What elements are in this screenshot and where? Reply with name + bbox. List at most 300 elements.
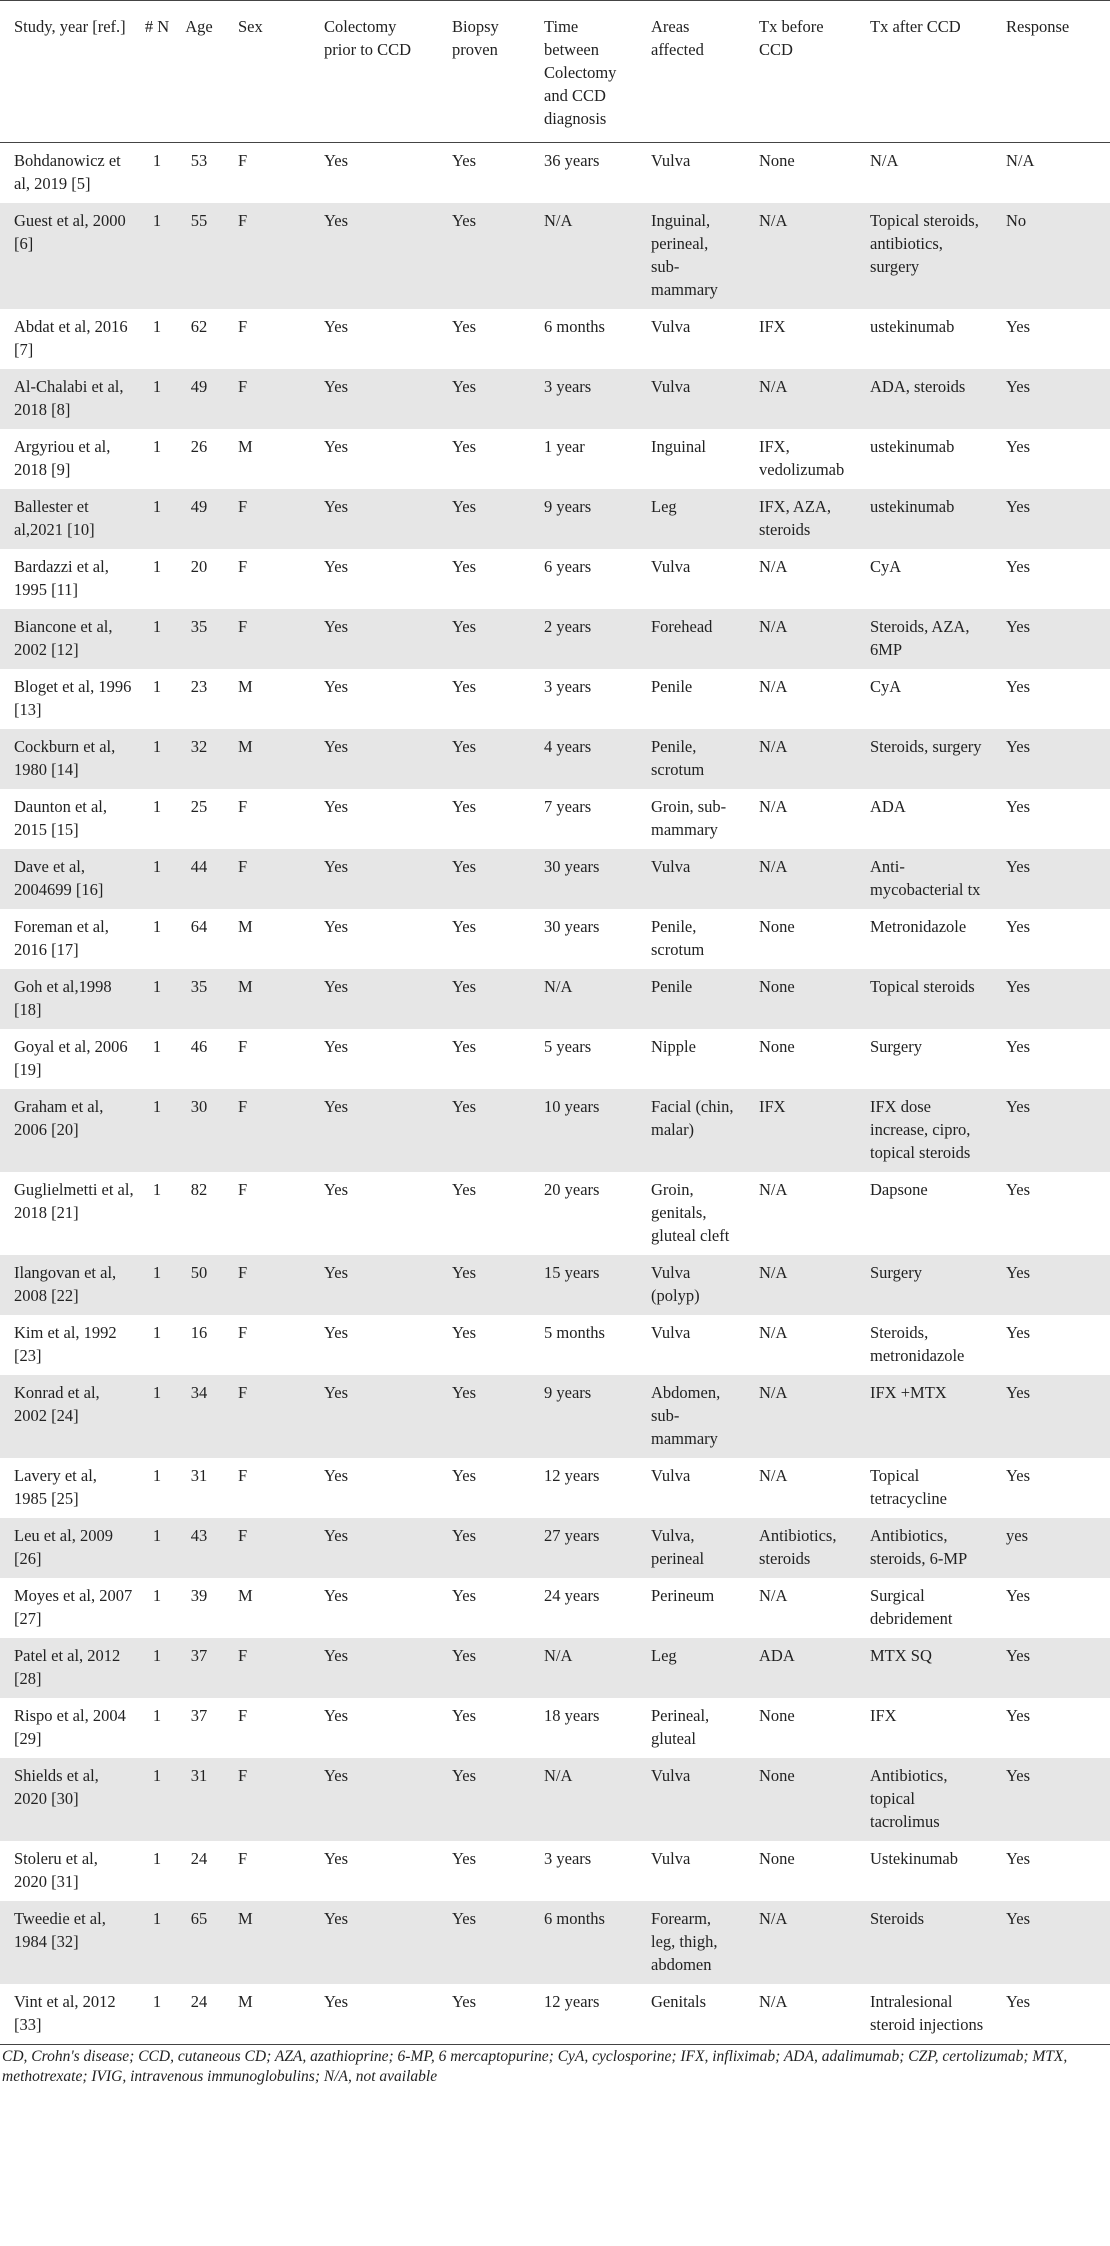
cell-sex: F (238, 557, 248, 576)
table-row (0, 1375, 1110, 1458)
cell-sex: M (238, 1586, 253, 1605)
cell-biopsy: Yes (452, 1466, 477, 1485)
table-body (0, 143, 1110, 2045)
cell-response: Yes (1006, 317, 1031, 336)
cell-tx-after: Topical steroids, antibiotics, surgery (856, 203, 992, 309)
cell-biopsy: Yes (452, 797, 477, 816)
cell-colectomy: Yes (310, 1901, 438, 1984)
cell-colectomy: Yes (310, 1758, 438, 1841)
cell-areas: Nipple (651, 1037, 696, 1056)
cell-colectomy: Yes (310, 1518, 438, 1578)
cell-biopsy: Yes (438, 203, 530, 309)
cell-areas: Penile, scrotum (651, 917, 705, 959)
cell-colectomy: Yes (324, 1849, 349, 1868)
cell-time: 5 months (544, 1323, 605, 1342)
cell-age: 65 (174, 1901, 224, 1984)
cell-tx-after: Steroids (856, 1901, 992, 1984)
cell-n: 1 (152, 557, 162, 576)
cell-areas: Vulva, perineal (637, 1518, 745, 1578)
header-age: Age (174, 1, 224, 143)
cell-sex: F (238, 1323, 248, 1342)
cell-biopsy: Yes (452, 1586, 477, 1605)
cell-tx-after: Ustekinumab (870, 1849, 958, 1868)
cell-sex: F (238, 1466, 248, 1485)
header-colectomy: Colectomy prior to CCD (310, 1, 438, 143)
cell-study: Guglielmetti et al, 2018 [21] (14, 1180, 134, 1222)
cell-response: Yes (992, 1901, 1110, 1984)
cell-study: Bloget et al, 1996 [13] (14, 677, 132, 719)
cell-age: 43 (174, 1518, 224, 1578)
cell-tx-after: ADA, steroids (856, 369, 992, 429)
cell-tx-after: IFX (870, 1706, 897, 1725)
cell-tx-before: N/A (759, 797, 788, 816)
cell-age: 23 (190, 677, 208, 696)
cell-study: Biancone et al, 2002 [12] (0, 609, 140, 669)
cell-age: 20 (190, 557, 208, 576)
cell-n: 1 (140, 203, 174, 309)
cell-time: 12 years (544, 1466, 600, 1485)
cell-n: 1 (152, 1706, 162, 1725)
cell-colectomy: Yes (310, 1375, 438, 1458)
table-row (0, 1578, 1110, 1638)
cell-colectomy: Yes (324, 437, 349, 456)
cell-tx-before: N/A (745, 369, 856, 429)
cell-study: Shields et al, 2020 [30] (0, 1758, 140, 1841)
cell-time: 2 years (530, 609, 637, 669)
cell-sex: F (238, 1849, 248, 1868)
cell-sex: M (238, 677, 253, 696)
cell-sex: F (224, 849, 310, 909)
cell-tx-after: Surgical debridement (870, 1586, 953, 1628)
cell-time: N/A (530, 1758, 637, 1841)
cell-biopsy: Yes (452, 557, 477, 576)
cell-response: yes (992, 1518, 1110, 1578)
table-row (0, 789, 1110, 849)
cell-biopsy: Yes (438, 849, 530, 909)
cell-colectomy: Yes (310, 203, 438, 309)
cell-sex: F (238, 1706, 248, 1725)
cell-sex: F (224, 1638, 310, 1698)
table-row (0, 309, 1110, 369)
cell-study: Goh et al,1998 [18] (0, 969, 140, 1029)
cell-sex: F (238, 1180, 248, 1199)
cell-response: Yes (992, 369, 1110, 429)
cell-response: Yes (1006, 797, 1031, 816)
cell-response: Yes (1006, 917, 1031, 936)
cell-age: 62 (190, 317, 208, 336)
table-row (0, 1841, 1110, 1901)
cell-study: Vint et al, 2012 [33] (0, 1984, 140, 2045)
cell-areas: Penile, scrotum (637, 729, 745, 789)
cell-tx-before: N/A (745, 849, 856, 909)
cell-tx-before: N/A (745, 1901, 856, 1984)
cell-response: Yes (992, 609, 1110, 669)
cell-n: 1 (152, 917, 162, 936)
cell-colectomy: Yes (324, 1466, 349, 1485)
table-row (0, 489, 1110, 549)
cell-age: 49 (174, 369, 224, 429)
cell-colectomy: Yes (310, 849, 438, 909)
cell-time: 36 years (544, 151, 600, 170)
cell-biopsy: Yes (452, 437, 477, 456)
cell-study: Tweedie et al, 1984 [32] (0, 1901, 140, 1984)
table-row (0, 1698, 1110, 1758)
cell-tx-before: None (745, 969, 856, 1029)
cell-areas: Perineal, gluteal (651, 1706, 710, 1748)
cell-biopsy: Yes (438, 489, 530, 549)
cell-colectomy: Yes (310, 969, 438, 1029)
cell-age: 55 (174, 203, 224, 309)
cell-time: 3 years (544, 1849, 592, 1868)
table-row (0, 429, 1110, 489)
cell-response: Yes (1006, 1466, 1031, 1485)
cell-tx-before: IFX, AZA, steroids (745, 489, 856, 549)
cell-response: Yes (992, 1984, 1110, 2045)
cell-study: Daunton et al, 2015 [15] (14, 797, 108, 839)
cell-colectomy: Yes (310, 609, 438, 669)
cell-age: 39 (190, 1586, 208, 1605)
cell-areas: Vulva (651, 1849, 691, 1868)
cell-areas: Penile (637, 969, 745, 1029)
cell-sex: F (224, 609, 310, 669)
cell-study: Abdat et al, 2016 [7] (14, 317, 128, 359)
cell-colectomy: Yes (310, 489, 438, 549)
cell-n: 1 (152, 1037, 162, 1056)
cell-response: Yes (1006, 1706, 1031, 1725)
table-header-row (0, 1, 1110, 143)
cell-n: 1 (140, 849, 174, 909)
cell-tx-after: Steroids, metronidazole (870, 1323, 965, 1365)
cell-tx-before: N/A (759, 1323, 788, 1342)
header-study: Study, year [ref.] (0, 1, 140, 143)
cell-study: Moyes et al, 2007 [27] (14, 1586, 133, 1628)
cell-study: Bohdanowicz et al, 2019 [5] (14, 151, 121, 193)
cell-time: 6 years (544, 557, 592, 576)
cell-areas: Forehead (637, 609, 745, 669)
cell-tx-after: Surgery (870, 1037, 922, 1056)
table-row (0, 909, 1110, 969)
table-row (0, 1984, 1110, 2045)
cell-age: 50 (174, 1255, 224, 1315)
cell-time: N/A (530, 969, 637, 1029)
cell-age: 44 (174, 849, 224, 909)
cell-n: 1 (140, 1375, 174, 1458)
cell-study: Cockburn et al, 1980 [14] (0, 729, 140, 789)
cell-study: Lavery et al, 1985 [25] (14, 1466, 97, 1508)
cell-biopsy: Yes (438, 729, 530, 789)
cell-colectomy: Yes (324, 797, 349, 816)
cell-colectomy: Yes (324, 917, 349, 936)
cell-n: 1 (152, 317, 162, 336)
cell-age: 24 (174, 1984, 224, 2045)
cell-sex: F (238, 151, 248, 170)
cell-biopsy: Yes (452, 151, 477, 170)
cell-time: N/A (530, 203, 637, 309)
cell-sex: M (224, 969, 310, 1029)
table-row (0, 1255, 1110, 1315)
cell-response: Yes (1006, 557, 1031, 576)
cell-areas: Inguinal, perineal, sub-mammary (637, 203, 745, 309)
cell-time: 3 years (530, 369, 637, 429)
cell-tx-after: N/A (870, 151, 899, 170)
cell-time: 3 years (544, 677, 592, 696)
table-row (0, 1172, 1110, 1255)
table-row (0, 1518, 1110, 1578)
cell-sex: F (224, 1255, 310, 1315)
header-areas: Areas affected (637, 1, 745, 143)
table-row (0, 1029, 1110, 1089)
cell-tx-after: IFX dose increase, cipro, topical steroids (856, 1089, 992, 1172)
cell-study: Kim et al, 1992 [23] (14, 1323, 117, 1365)
cell-biopsy: Yes (438, 1089, 530, 1172)
header-time: Time between Colectomy and CCD diagnosis (530, 1, 637, 143)
cell-study: Argyriou et al, 2018 [9] (14, 437, 111, 479)
cell-areas: Vulva (651, 557, 691, 576)
cell-response: Yes (1006, 1037, 1031, 1056)
cell-colectomy: Yes (324, 1323, 349, 1342)
cell-age: 30 (174, 1089, 224, 1172)
cell-study: Stoleru et al, 2020 [31] (14, 1849, 98, 1891)
cell-tx-before: None (759, 1037, 795, 1056)
header-tx-before: Tx before CCD (745, 1, 856, 143)
cell-age: 49 (174, 489, 224, 549)
cell-areas: Forearm, leg, thigh, abdomen (637, 1901, 745, 1984)
cell-time: 30 years (544, 917, 600, 936)
cell-age: 31 (190, 1466, 208, 1485)
cell-age: 35 (174, 969, 224, 1029)
cell-age: 16 (190, 1323, 208, 1342)
cell-tx-after: Antibiotics, topical tacrolimus (856, 1758, 992, 1841)
cell-time: 7 years (544, 797, 592, 816)
cell-response: Yes (992, 729, 1110, 789)
cell-tx-before: Antibiotics, steroids (745, 1518, 856, 1578)
cell-biopsy: Yes (438, 1518, 530, 1578)
cell-n: 1 (140, 489, 174, 549)
cell-n: 1 (140, 369, 174, 429)
cell-n: 1 (140, 1518, 174, 1578)
cell-sex: F (224, 369, 310, 429)
cell-tx-after: Steroids, surgery (856, 729, 992, 789)
cell-areas: Penile (651, 677, 693, 696)
cell-biopsy: Yes (438, 1901, 530, 1984)
cell-n: 1 (152, 1849, 162, 1868)
table-row (0, 969, 1110, 1029)
cell-tx-before: ADA (745, 1638, 856, 1698)
cell-n: 1 (140, 1758, 174, 1841)
header-tx-after: Tx after CCD (856, 1, 992, 143)
cell-tx-after: Steroids, AZA, 6MP (856, 609, 992, 669)
cell-tx-after: Topical tetracycline (870, 1466, 947, 1508)
cell-colectomy: Yes (310, 729, 438, 789)
table-row (0, 1638, 1110, 1698)
cell-tx-after: ustekinumab (856, 489, 992, 549)
cell-time: 15 years (530, 1255, 637, 1315)
cell-colectomy: Yes (324, 317, 349, 336)
cell-time: 30 years (530, 849, 637, 909)
cell-study: Al-Chalabi et al, 2018 [8] (0, 369, 140, 429)
cell-sex: M (224, 729, 310, 789)
cell-time: 24 years (544, 1586, 600, 1605)
cell-response: Yes (1006, 437, 1031, 456)
cell-tx-before: N/A (745, 729, 856, 789)
cell-colectomy: Yes (310, 1255, 438, 1315)
cell-sex: F (224, 203, 310, 309)
cell-areas: Leg (637, 1638, 745, 1698)
cell-areas: Vulva (polyp) (637, 1255, 745, 1315)
cell-areas: Vulva (651, 151, 691, 170)
cell-n: 1 (140, 1638, 174, 1698)
cell-tx-after: CyA (870, 557, 902, 576)
cell-biopsy: Yes (438, 369, 530, 429)
cell-biopsy: Yes (438, 1255, 530, 1315)
cell-response: Yes (992, 849, 1110, 909)
cell-time: 9 years (530, 1375, 637, 1458)
cell-sex: F (238, 1037, 248, 1056)
cell-n: 1 (140, 969, 174, 1029)
cell-time: 9 years (530, 489, 637, 549)
cell-tx-after: ustekinumab (870, 317, 955, 336)
table-row (0, 849, 1110, 909)
table-row (0, 1458, 1110, 1518)
header-n: # N (140, 1, 174, 143)
table-row (0, 1758, 1110, 1841)
cell-colectomy: Yes (324, 1586, 349, 1605)
cell-response: Yes (1006, 1180, 1031, 1199)
cell-tx-before: N/A (759, 677, 788, 696)
cell-tx-before: N/A (745, 203, 856, 309)
cell-biopsy: Yes (438, 1984, 530, 2045)
cell-tx-after: CyA (870, 677, 902, 696)
cell-areas: Leg (637, 489, 745, 549)
cell-tx-after: Metronidazole (870, 917, 967, 936)
cell-age: 25 (190, 797, 208, 816)
cell-biopsy: Yes (438, 1758, 530, 1841)
cell-n: 1 (152, 1466, 162, 1485)
cell-areas: Groin, sub-mammary (651, 797, 727, 839)
cell-response: Yes (992, 1089, 1110, 1172)
table-row (0, 549, 1110, 609)
table-row (0, 609, 1110, 669)
cell-sex: F (224, 489, 310, 549)
cell-biopsy: Yes (452, 1323, 477, 1342)
cell-age: 24 (190, 1849, 208, 1868)
cell-sex: M (238, 917, 253, 936)
table-row (0, 1315, 1110, 1375)
cell-biopsy: Yes (438, 1375, 530, 1458)
cell-n: 1 (140, 1984, 174, 2045)
cell-biopsy: Yes (438, 1638, 530, 1698)
cell-age: 53 (190, 151, 208, 170)
cell-colectomy: Yes (324, 1037, 349, 1056)
cell-response: Yes (992, 1375, 1110, 1458)
cell-response: No (992, 203, 1110, 309)
cell-time: 12 years (530, 1984, 637, 2045)
cell-age: 46 (190, 1037, 208, 1056)
cell-age: 64 (190, 917, 208, 936)
header-sex: Sex (224, 1, 310, 143)
cell-time: 1 year (544, 437, 585, 456)
cell-tx-before: N/A (745, 1375, 856, 1458)
cell-response: Yes (992, 489, 1110, 549)
cell-study: Goyal et al, 2006 [19] (14, 1037, 128, 1079)
cell-colectomy: Yes (310, 369, 438, 429)
cell-tx-before: N/A (759, 557, 788, 576)
cell-response: Yes (992, 969, 1110, 1029)
cell-sex: M (224, 1901, 310, 1984)
cell-time: 10 years (530, 1089, 637, 1172)
cell-n: 1 (140, 1089, 174, 1172)
cell-tx-before: None (745, 1758, 856, 1841)
cell-n: 1 (152, 797, 162, 816)
cell-colectomy: Yes (310, 1089, 438, 1172)
cell-tx-before: None (759, 1849, 795, 1868)
cell-biopsy: Yes (452, 1706, 477, 1725)
table-row (0, 669, 1110, 729)
header-response: Response (992, 1, 1110, 143)
cell-tx-before: IFX, vedolizumab (759, 437, 845, 479)
cell-n: 1 (140, 609, 174, 669)
cell-n: 1 (140, 729, 174, 789)
cell-sex: F (224, 1089, 310, 1172)
cell-colectomy: Yes (324, 677, 349, 696)
cell-study: Konrad et al, 2002 [24] (0, 1375, 140, 1458)
cell-study: Leu et al, 2009 [26] (0, 1518, 140, 1578)
cell-n: 1 (140, 1901, 174, 1984)
cell-tx-before: N/A (759, 1180, 788, 1199)
cell-n: 1 (152, 677, 162, 696)
cell-colectomy: Yes (310, 1984, 438, 2045)
cell-areas: Vulva (637, 1758, 745, 1841)
cell-time: 18 years (544, 1706, 600, 1725)
cell-age: 37 (174, 1638, 224, 1698)
cell-response: Yes (1006, 677, 1031, 696)
cell-areas: Abdomen, sub-mammary (637, 1375, 745, 1458)
cell-response: Yes (1006, 1586, 1031, 1605)
cell-tx-before: IFX (759, 317, 786, 336)
cell-sex: F (224, 1375, 310, 1458)
cell-age: 37 (190, 1706, 208, 1725)
cell-tx-after: Anti-mycobacterial tx (856, 849, 992, 909)
cell-study: Guest et al, 2000 [6] (0, 203, 140, 309)
cell-n: 1 (152, 1323, 162, 1342)
cell-sex: F (224, 1758, 310, 1841)
cell-areas: Facial (chin, malar) (637, 1089, 745, 1172)
cell-biopsy: Yes (452, 317, 477, 336)
cell-areas: Vulva (637, 369, 745, 429)
cell-n: 1 (140, 1255, 174, 1315)
cell-areas: Perineum (651, 1586, 715, 1605)
cell-study: Patel et al, 2012 [28] (0, 1638, 140, 1698)
cell-tx-after: IFX +MTX (856, 1375, 992, 1458)
cell-tx-before: None (759, 1706, 795, 1725)
cell-age: 35 (174, 609, 224, 669)
cell-response: Yes (992, 1255, 1110, 1315)
cell-areas: Vulva (637, 849, 745, 909)
cell-study: Foreman et al, 2016 [17] (14, 917, 109, 959)
cell-colectomy: Yes (310, 1638, 438, 1698)
cell-tx-after: ADA (870, 797, 906, 816)
cell-age: 26 (190, 437, 208, 456)
cell-biopsy: Yes (438, 969, 530, 1029)
cell-sex: M (238, 437, 253, 456)
table-row (0, 203, 1110, 309)
cell-n: 1 (152, 1586, 162, 1605)
cell-n: 1 (152, 151, 162, 170)
cell-study: Ballester et al,2021 [10] (0, 489, 140, 549)
cell-tx-before: None (759, 917, 795, 936)
cell-biopsy: Yes (452, 1849, 477, 1868)
cell-colectomy: Yes (324, 151, 349, 170)
